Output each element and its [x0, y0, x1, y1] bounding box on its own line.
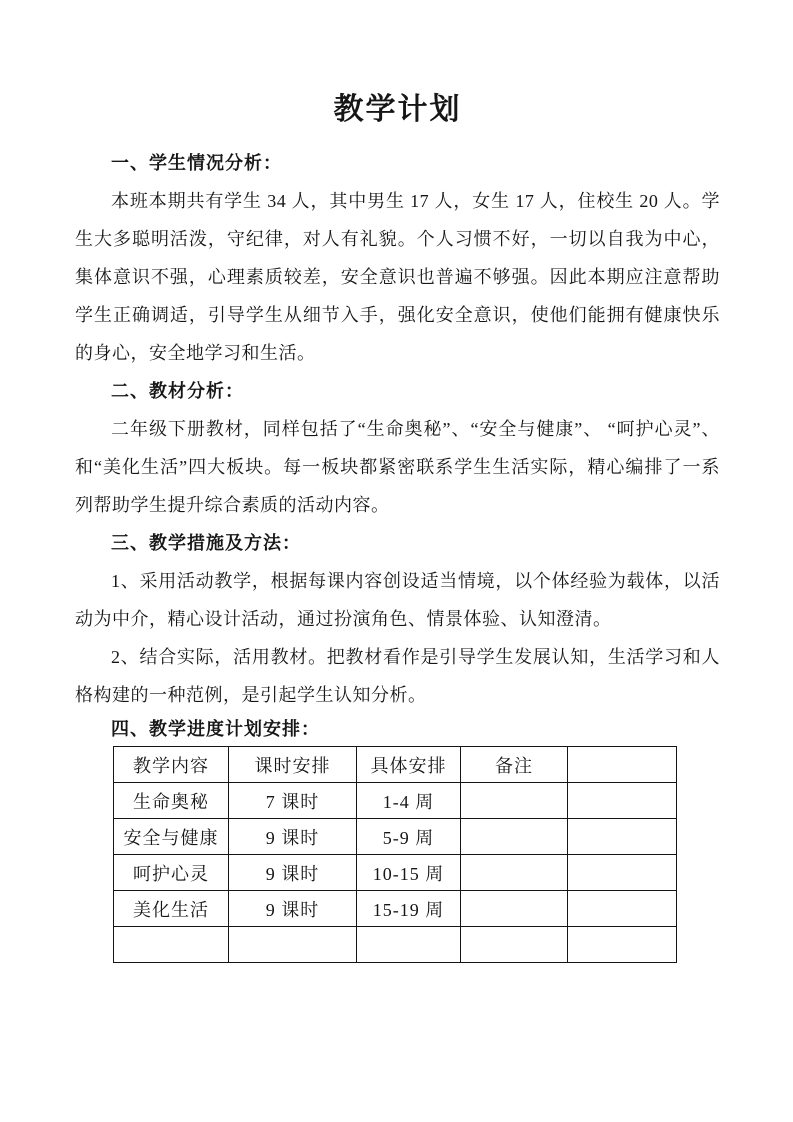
paragraph-method-item-1: 1、采用活动教学，根据每课内容创设适当情境，以个体经验为载体，以活动为中介，精心设计活动，通过扮演角色、情景体验、认知澄清。 [75, 571, 720, 629]
table-row [114, 819, 677, 855]
table-cell: 5-9 周 [357, 819, 461, 855]
table-cell [568, 855, 677, 891]
table-cell [568, 891, 677, 927]
table-cell: 安全与健康 [114, 819, 229, 855]
table-cell [461, 927, 568, 963]
document-title: 教学计划 [333, 93, 462, 126]
table-row [114, 783, 677, 819]
table-cell [114, 927, 229, 963]
paragraph-student-analysis: 本班本期共有学生 34 人，其中男生 17 人，女生 17 人，住校生 20 人。学生大多聪明活泼，守纪律，对人有礼貌。个人习惯不好，一切以自我为中心，集体意识不强，心理素质较差，安全意识也普遍不够强。因此本期应注意帮助学生正确调适，引导学生从细节入手，强化安全意识，使他们能拥有健康快乐的身心，安全地学习和生活。 [75, 191, 720, 363]
table-cell [568, 927, 677, 963]
table-cell [229, 927, 357, 963]
table-cell [461, 891, 568, 927]
table-cell: 9 课时 [229, 891, 357, 927]
table-cell: 9 课时 [229, 819, 357, 855]
table-cell [357, 927, 461, 963]
section-heading-material-analysis: 二、教材分析： [111, 381, 244, 401]
table-row-empty [114, 927, 677, 963]
table-cell [568, 819, 677, 855]
table-cell: 生命奥秘 [114, 783, 229, 819]
table-cell [461, 783, 568, 819]
table-cell: 9 课时 [229, 855, 357, 891]
table-cell: 7 课时 [229, 783, 357, 819]
table-cell [568, 783, 677, 819]
table-cell: 15-19 周 [357, 891, 461, 927]
table-row [114, 855, 677, 891]
table-cell: 美化生活 [114, 891, 229, 927]
table-cell: 呵护心灵 [114, 855, 229, 891]
paragraph-method-item-2: 2、结合实际，活用教材。把教材看作是引导学生发展认知，生活学习和人格构建的一种范例，是引起学生认知分析。 [75, 647, 720, 705]
table-header-cell-content: 教学内容 [114, 747, 229, 783]
section-heading-schedule-plan: 四、教学进度计划安排： [111, 719, 320, 739]
table-header-cell-hours: 课时安排 [229, 747, 357, 783]
table-row [114, 891, 677, 927]
table-header-row [114, 747, 677, 783]
table-cell: 1-4 周 [357, 783, 461, 819]
table-cell: 10-15 周 [357, 855, 461, 891]
table-cell [461, 855, 568, 891]
table-cell [461, 819, 568, 855]
schedule-table [113, 746, 677, 963]
section-heading-student-analysis: 一、学生情况分析： [111, 153, 282, 173]
table-header-cell-remarks: 备注 [461, 747, 568, 783]
section-heading-teaching-methods: 三、教学措施及方法： [111, 533, 301, 553]
table-header-cell-extra [568, 747, 677, 783]
table-header-cell-weeks: 具体安排 [357, 747, 461, 783]
paragraph-material-analysis: 二年级下册教材，同样包括了“生命奥秘”、“安全与健康”、 “呵护心灵”、和“美化生活”四大板块。每一板块都紧密联系学生生活实际，精心编排了一系列帮助学生提升综合素质的活动内容。 [75, 419, 720, 515]
